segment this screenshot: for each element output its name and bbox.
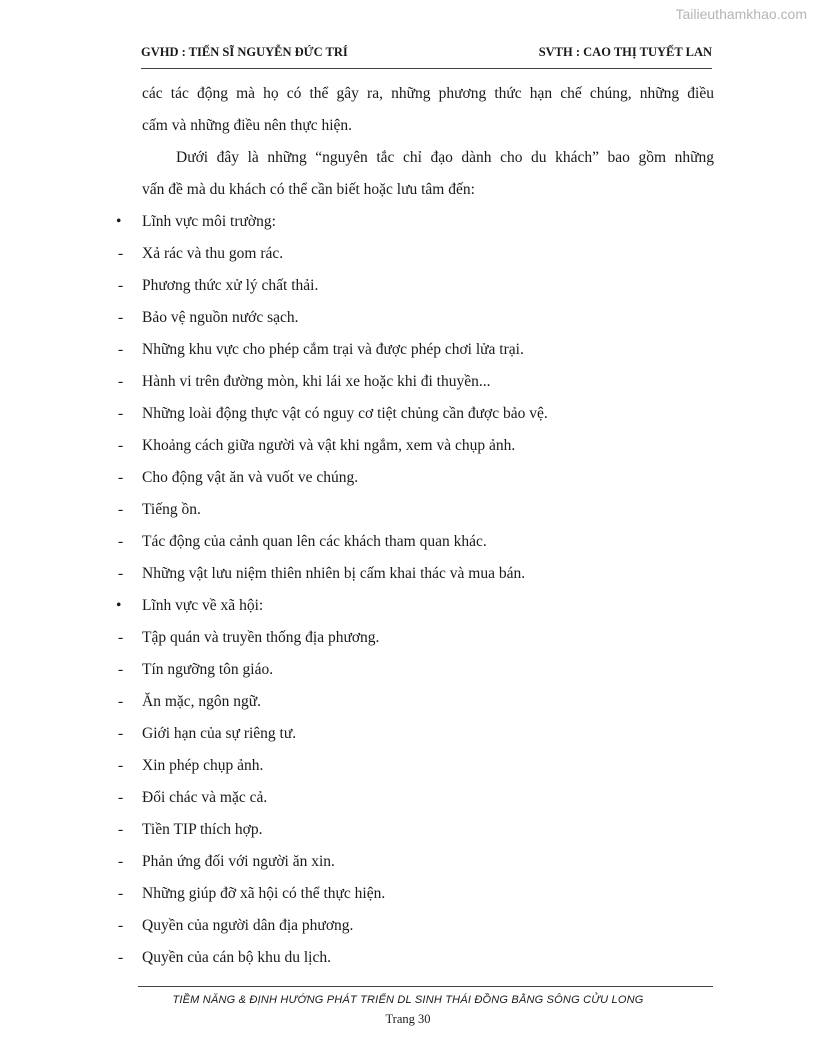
section-heading (116, 590, 714, 622)
paragraph-line: các tác động mà họ có thể gây ra, những phương thức hạn chế chúng, những điều (142, 85, 714, 102)
dash-icon: - (118, 405, 124, 422)
list-item-text: Xin phép chụp ảnh. (142, 757, 264, 774)
list-item (116, 654, 714, 686)
list-item-text: Tác động của cảnh quan lên các khách tham quan khác. (142, 533, 487, 550)
list-item-text: Tiếng ồn. (142, 501, 201, 518)
watermark: Tailieuthamkhao.com (675, 6, 807, 22)
dash-icon: - (118, 661, 124, 678)
section-heading (116, 206, 714, 238)
list-item (116, 430, 714, 462)
list-item (116, 750, 714, 782)
dash-icon: - (118, 949, 124, 966)
list-item (116, 846, 714, 878)
dash-icon: - (118, 469, 124, 486)
list-item (116, 878, 714, 910)
section-title: Lĩnh vực về xã hội: (142, 597, 264, 614)
dash-icon: - (118, 725, 124, 742)
paragraph-line: Dưới đây là những “nguyên tắc chỉ đạo dành cho du khách” bao gồm những (176, 149, 714, 166)
list-item-text: Xả rác và thu gom rác. (142, 245, 284, 262)
list-item-text: Ăn mặc, ngôn ngữ. (142, 693, 262, 710)
list-item (116, 718, 714, 750)
document-body (116, 78, 714, 974)
dash-icon: - (118, 437, 124, 454)
dash-icon: - (118, 693, 124, 710)
list-item-text: Đổi chác và mặc cả. (142, 789, 268, 806)
list-item-text: Tín ngưỡng tôn giáo. (142, 661, 274, 678)
list-item (116, 622, 714, 654)
list-item-text: Giới hạn của sự riêng tư. (142, 725, 297, 742)
list-item-text: Những loài động thực vật có nguy cơ tiệt chủng cần được bảo vệ. (142, 405, 548, 422)
dash-icon: - (118, 853, 124, 870)
dash-icon: - (118, 565, 124, 582)
list-item (116, 526, 714, 558)
list-item (116, 558, 714, 590)
list-item-text: Tiền TIP thích hợp. (142, 821, 263, 838)
dash-icon: - (118, 245, 124, 262)
bullet-icon: • (116, 597, 122, 614)
list-item (116, 398, 714, 430)
list-item-text: Những giúp đỡ xã hội có thể thực hiện. (142, 885, 386, 902)
header-advisor: GVHD : TIẾN SĨ NGUYỄN ĐỨC TRÍ (141, 45, 348, 59)
paragraph-line: vấn đề mà du khách có thể cần biết hoặc lưu tâm đến: (142, 181, 475, 198)
footer-divider (138, 986, 713, 987)
dash-icon: - (118, 757, 124, 774)
page-header (141, 45, 712, 69)
list-item (116, 942, 714, 974)
list-item-text: Khoảng cách giữa người và vật khi ngắm, xem và chụp ảnh. (142, 437, 516, 454)
list-item (116, 910, 714, 942)
list-item (116, 814, 714, 846)
list-item-text: Hành vi trên đường mòn, khi lái xe hoặc khi đi thuyền... (142, 373, 491, 390)
list-item-text: Cho động vật ăn và vuốt ve chúng. (142, 469, 359, 486)
dash-icon: - (118, 917, 124, 934)
list-item-text: Quyền của người dân địa phương. (142, 917, 354, 934)
bullet-icon: • (116, 213, 122, 230)
list-item (116, 334, 714, 366)
list-item-text: Tập quán và truyền thống địa phương. (142, 629, 380, 646)
list-item-text: Quyền của cán bộ khu du lịch. (142, 949, 331, 966)
dash-icon: - (118, 533, 124, 550)
list-item (116, 494, 714, 526)
dash-icon: - (118, 373, 124, 390)
list-item-text: Bảo vệ nguồn nước sạch. (142, 309, 299, 326)
list-item (116, 782, 714, 814)
footer-title: TIỀM NĂNG & ĐỊNH HƯỚNG PHÁT TRIỂN DL SINH THÁI ĐỒNG BẰNG SÔNG CỬU LONG (172, 994, 644, 1006)
list-item (116, 238, 714, 270)
guideline-sections (116, 206, 714, 974)
dash-icon: - (118, 789, 124, 806)
list-item-text: Những vật lưu niệm thiên nhiên bị cấm khai thác và mua bán. (142, 565, 526, 582)
dash-icon: - (118, 821, 124, 838)
list-item-text: Phương thức xử lý chất thải. (142, 277, 319, 294)
list-item (116, 366, 714, 398)
list-item (116, 302, 714, 334)
list-item (116, 462, 714, 494)
dash-icon: - (118, 629, 124, 646)
list-item-text: Những khu vực cho phép cắm trại và được phép chơi lửa trại. (142, 341, 524, 358)
dash-icon: - (118, 501, 124, 518)
header-student: SVTH : CAO THỊ TUYẾT LAN (538, 45, 712, 59)
list-item (116, 686, 714, 718)
page-number: Trang 30 (385, 1012, 431, 1026)
paragraph-line: cấm và những điều nên thực hiện. (142, 117, 353, 134)
list-item-text: Phản ứng đối với người ăn xin. (142, 853, 335, 870)
dash-icon: - (118, 885, 124, 902)
section-title: Lĩnh vực môi trường: (142, 213, 276, 230)
dash-icon: - (118, 309, 124, 326)
list-item (116, 270, 714, 302)
dash-icon: - (118, 341, 124, 358)
dash-icon: - (118, 277, 124, 294)
